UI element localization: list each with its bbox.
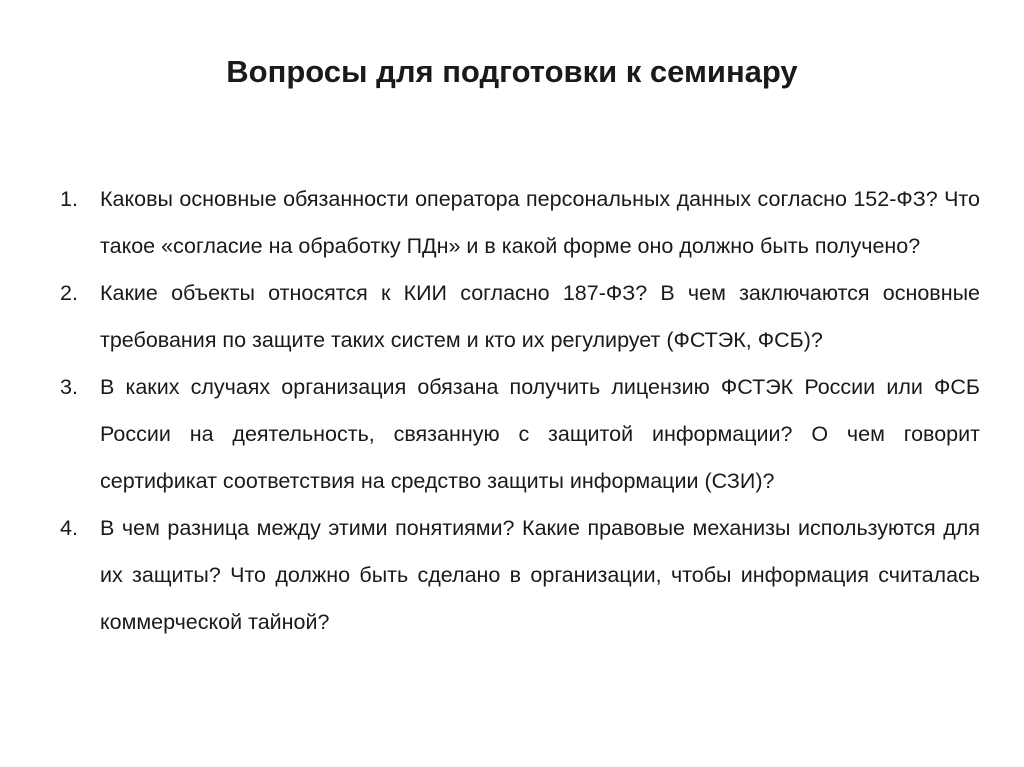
question-number: 3. bbox=[60, 375, 78, 399]
question-item-4 bbox=[60, 505, 980, 646]
question-number: 1. bbox=[60, 187, 78, 211]
question-text: Каковы основные обязанности оператора персональных данных согласно 152-ФЗ? Что такое «согласие на обработку ПДн» и в какой форме оно должно быть получено? bbox=[100, 187, 980, 258]
question-text: В чем разница между этими понятиями? Какие правовые механизы используются для их защиты? Что должно быть сделано в организации, чтобы информация считалась коммерческой тайной? bbox=[100, 516, 980, 634]
question-text: Какие объекты относятся к КИИ согласно 187-ФЗ? В чем заключаются основные требования по защите таких систем и кто их регулирует (ФСТЭК, ФСБ)? bbox=[100, 281, 980, 352]
question-number: 2. bbox=[60, 281, 78, 305]
slide-title: Вопросы для подготовки к семинару bbox=[226, 54, 798, 89]
question-list bbox=[60, 176, 980, 646]
question-text: В каких случаях организация обязана получить лицензию ФСТЭК России или ФСБ России на деятельность, связанную с защитой информации? О чем говорит сертификат соответствия на средство защиты информации (СЗИ)? bbox=[100, 375, 980, 493]
question-item-3 bbox=[60, 364, 980, 505]
question-item-2 bbox=[60, 270, 980, 364]
question-item-1 bbox=[60, 176, 980, 270]
question-number: 4. bbox=[60, 516, 78, 540]
